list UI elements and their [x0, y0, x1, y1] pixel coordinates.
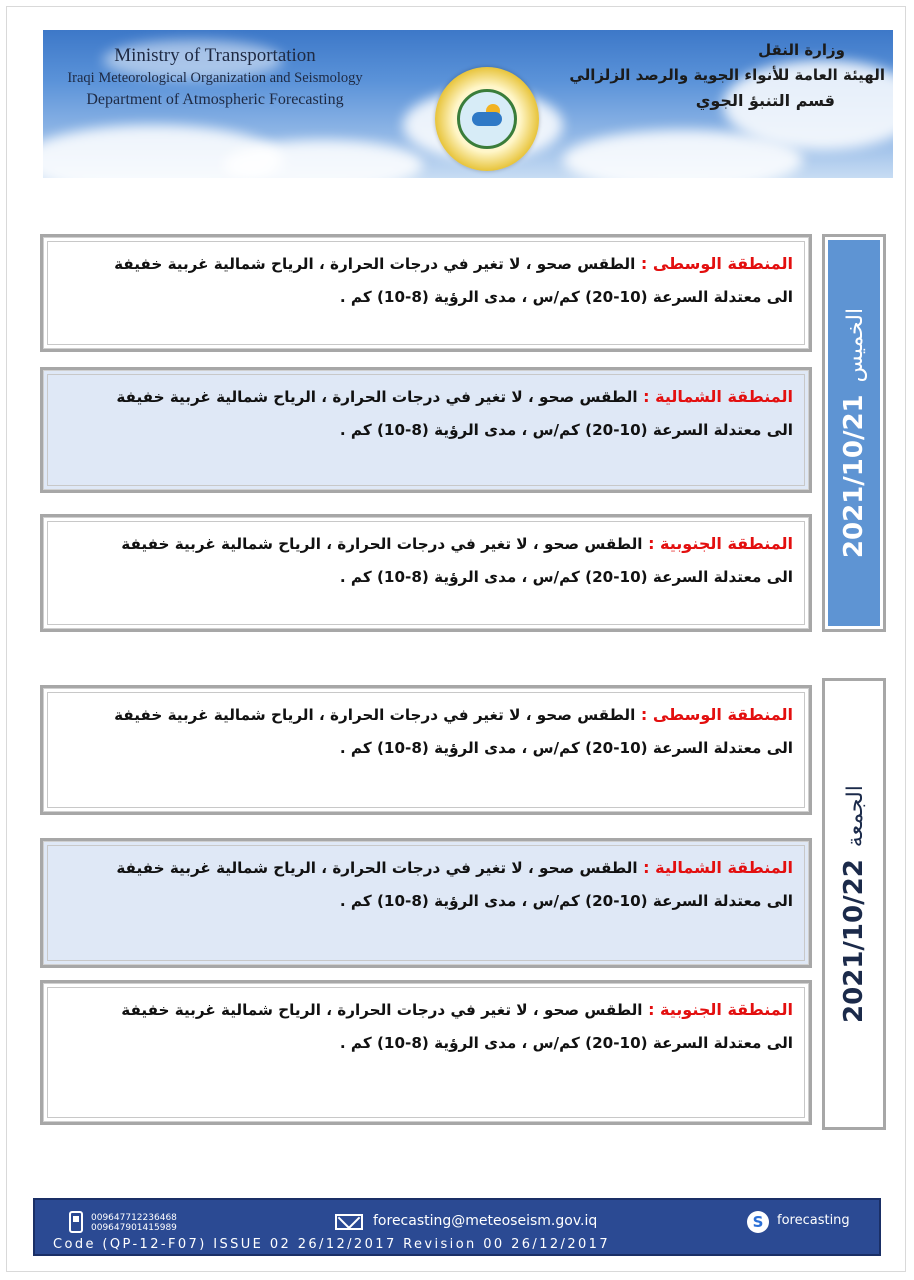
forecast-box-day2-northern: المنطقة الشمالية : الطقس صحو ، لا تغير في درجات الحرارة ، الرياح شمالية غربية خفيفة الى معتدلة السرعة (10-20) كم/س ، مدى الرؤية (8-10) كم .: [40, 838, 812, 968]
english-letterhead: [55, 44, 375, 111]
region-label: المنطقة الوسطى: [652, 705, 793, 724]
footer-contact-bar: [33, 1198, 881, 1256]
forecast-line1: الطقس صحو ، لا تغير في درجات الحرارة ، الرياح شمالية غربية خفيفة: [121, 1001, 643, 1019]
forecast-line2: الى معتدلة السرعة (10-20) كم/س ، مدى الرؤية (8-10) كم .: [339, 892, 793, 910]
organization-name-ar: الهيئة العامة للأنواء الجوية والرصد الزلزالي: [569, 66, 885, 84]
forecast-box-day2-central: المنطقة الوسطى : الطقس صحو ، لا تغير في درجات الحرارة ، الرياح شمالية غربية خفيفة الى معتدلة السرعة (10-20) كم/س ، مدى الرؤية (8-10) كم .: [40, 685, 812, 815]
forecast-line1: الطقس صحو ، لا تغير في درجات الحرارة ، الرياح شمالية غربية خفيفة: [114, 706, 636, 724]
skype-icon: S: [747, 1211, 769, 1233]
organization-name-en: Iraqi Meteorological Organization and Seismology: [67, 70, 363, 86]
phone-number-1: 009647712236468: [91, 1213, 177, 1223]
date-bar-day2: [822, 678, 886, 1130]
skype-handle: forecasting: [777, 1213, 850, 1228]
date-value: 2021/10/21: [839, 394, 869, 559]
forecast-line1: الطقس صحو ، لا تغير في درجات الحرارة ، الرياح شمالية غربية خفيفة: [114, 255, 636, 273]
department-name-en: Department of Atmospheric Forecasting: [86, 91, 344, 108]
organization-seal-logo: [435, 67, 539, 171]
phone-number-2: 009647901415989: [91, 1223, 177, 1233]
date-bar-day1: [822, 234, 886, 632]
forecast-line2: الى معتدلة السرعة (10-20) كم/س ، مدى الرؤية (8-10) كم .: [339, 568, 793, 586]
region-label: المنطقة الوسطى: [652, 254, 793, 273]
forecast-box-day1-northern: المنطقة الشمالية : الطقس صحو ، لا تغير في درجات الحرارة ، الرياح شمالية غربية خفيفة الى معتدلة السرعة (10-20) كم/س ، مدى الرؤية (8-10) كم .: [40, 367, 812, 493]
department-name-ar: قسم التنبؤ الجوي: [695, 91, 835, 110]
weather-emblem-icon: [457, 89, 517, 149]
region-label: المنطقة الشمالية: [655, 387, 793, 406]
forecast-line2: الى معتدلة السرعة (10-20) كم/س ، مدى الرؤية (8-10) كم .: [339, 1034, 793, 1052]
phone-icon: [69, 1211, 83, 1233]
forecast-box-day1-central: المنطقة الوسطى : الطقس صحو ، لا تغير في درجات الحرارة ، الرياح شمالية غربية خفيفة الى معتدلة السرعة (10-20) كم/س ، مدى الرؤية (8-10) كم .: [40, 234, 812, 352]
region-label: المنطقة الشمالية: [655, 858, 793, 877]
email-address[interactable]: forecasting@meteoseism.gov.iq: [373, 1213, 598, 1229]
forecast-line1: الطقس صحو ، لا تغير في درجات الحرارة ، الرياح شمالية غربية خفيفة: [121, 535, 643, 553]
ministry-name-ar: وزارة النقل: [758, 41, 845, 59]
forecast-box-day1-southern: المنطقة الجنوبية : الطقس صحو ، لا تغير في درجات الحرارة ، الرياح شمالية غربية خفيفة الى معتدلة السرعة (10-20) كم/س ، مدى الرؤية (8-10) كم .: [40, 514, 812, 632]
day-name: الجمعة: [843, 785, 868, 848]
date-value: 2021/10/22: [839, 859, 869, 1023]
day-name: الخميس: [843, 307, 868, 383]
document-code-line: Code (QP-12-F07) ISSUE 02 26/12/2017 Revision 00 26/12/2017: [53, 1237, 611, 1252]
email-icon: [335, 1214, 363, 1230]
forecast-line1: الطقس صحو ، لا تغير في درجات الحرارة ، الرياح شمالية غربية خفيفة: [116, 388, 638, 406]
forecast-line2: الى معتدلة السرعة (10-20) كم/س ، مدى الرؤية (8-10) كم .: [339, 421, 793, 439]
region-label: المنطقة الجنوبية: [660, 534, 793, 553]
forecast-box-day2-southern: المنطقة الجنوبية : الطقس صحو ، لا تغير في درجات الحرارة ، الرياح شمالية غربية خفيفة الى معتدلة السرعة (10-20) كم/س ، مدى الرؤية (8-10) كم .: [40, 980, 812, 1125]
phone-numbers: [91, 1213, 177, 1233]
region-label: المنطقة الجنوبية: [660, 1000, 793, 1019]
forecast-line2: الى معتدلة السرعة (10-20) كم/س ، مدى الرؤية (8-10) كم .: [339, 288, 793, 306]
letterhead-banner: [43, 30, 893, 178]
arabic-letterhead: [555, 38, 885, 114]
ministry-name-en: Ministry of Transportation: [114, 45, 316, 66]
forecast-line2: الى معتدلة السرعة (10-20) كم/س ، مدى الرؤية (8-10) كم .: [339, 739, 793, 757]
forecast-line1: الطقس صحو ، لا تغير في درجات الحرارة ، الرياح شمالية غربية خفيفة: [116, 859, 638, 877]
